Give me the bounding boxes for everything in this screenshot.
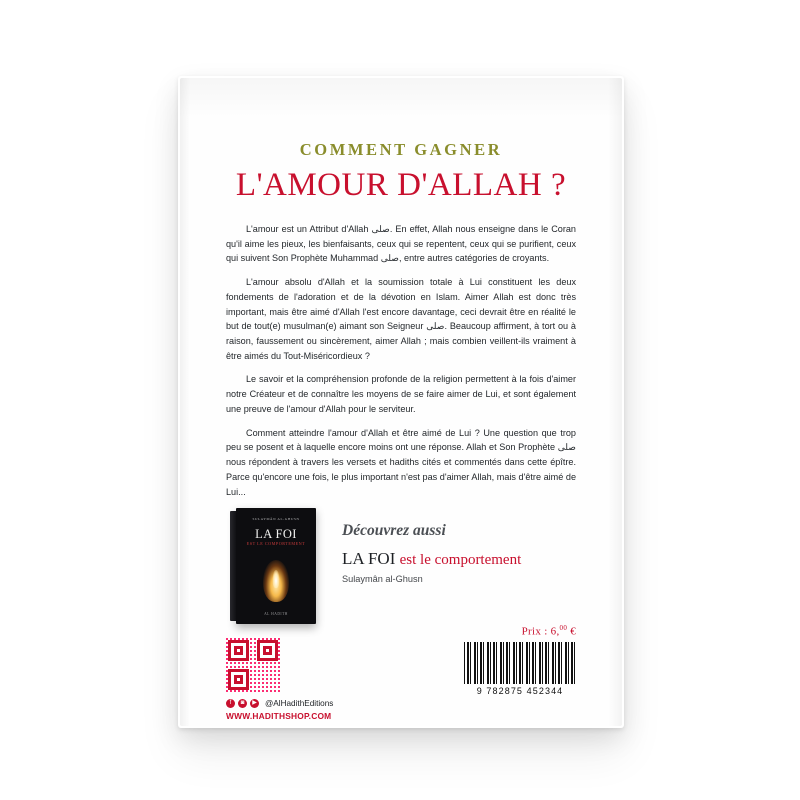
barcode-bars xyxy=(464,642,576,684)
promo-title xyxy=(342,549,572,569)
blurb-paragraph: L'amour absolu d'Allah et la soumission totale à Lui constituent les deux fondements de l'adoration et de la dévotion en Islam. Aimer Allah est donc très important, mais être aimé d'Allah l'est encore davantage, ceci devrait être en réalité le but de tout(e) musulman(e) aimant son Seigneur صلى. Beaucoup affirment, à tort ou à raison, faussement ou sincèrement, aimer Allah ; mais combien veillent-ils vraiment à être aimés du Tout-Miséricordieux ? xyxy=(226,277,576,361)
promo-author: Sulaymân al-Ghusn xyxy=(342,574,423,584)
qr-block xyxy=(226,638,376,721)
social-handle: @AlHadithEditions xyxy=(265,699,334,708)
promo-book-subtitle: EST LE COMPORTEMENT xyxy=(246,541,306,546)
qr-eye-bottom-left xyxy=(228,669,249,690)
promo-book-author-top: SULAYMÂN AL-GHUSN xyxy=(252,517,300,521)
facebook-icon[interactable]: f xyxy=(226,699,235,708)
barcode-block xyxy=(464,642,576,696)
promo-title-dark: LA FOI xyxy=(342,549,396,568)
blurb-paragraph: Le savoir et la compréhension profonde de la religion permettent à la fois d'aimer notre Créateur et de connaître les moyens de se faire aimer de Lui, et sont également une preuve de l'amour d'Allah pour le serviteur. xyxy=(226,374,576,414)
price-amount: 6, xyxy=(550,625,560,638)
price-label xyxy=(522,624,576,638)
promo-book-title: LA FOI xyxy=(255,527,297,541)
social-row xyxy=(226,699,376,708)
barcode-number: 9 782875 452344 xyxy=(476,686,564,696)
blurb-paragraph: L'amour est un Attribut d'Allah صلى. En effet, Allah nous enseigne dans le Coran qu'il aime les pieux, les bienfaisants, ceux qui se repentent, ceux qui se purifient, ceux qui suivent Son Prophète Muhammad صلى, entre autres catégories de croyants. xyxy=(226,224,576,264)
cover-blurb xyxy=(226,222,576,499)
promo-book-front xyxy=(236,508,316,624)
promo-block xyxy=(226,508,576,618)
book-back-cover xyxy=(180,78,622,726)
promo-text xyxy=(342,522,572,584)
website-prefix: WWW. xyxy=(226,711,253,721)
price-cents: 00 xyxy=(559,624,568,632)
instagram-icon[interactable]: ◙ xyxy=(238,699,247,708)
promo-book-thumbnail[interactable] xyxy=(230,508,322,624)
youtube-icon[interactable]: ▶ xyxy=(250,699,259,708)
flame-core-icon xyxy=(273,570,280,588)
price-prefix: Prix : xyxy=(521,625,548,638)
cover-title: L'AMOUR D'ALLAH ? xyxy=(235,167,567,203)
website-url[interactable] xyxy=(226,711,376,721)
price-currency: € xyxy=(570,625,576,638)
blurb-paragraph: Comment atteindre l'amour d'Allah et être aimé de Lui ? Une question que trop peu se posent et à laquelle encore moins ont une réponse. Allah et Son Prophète صلى nous répondent à travers les versets et hadiths cités et commentés dans cette épître. Parce qu'encore une fois, le plus important n'est pas d'aimer Allah, mais d'être aimé de Lui... xyxy=(226,427,576,497)
qr-code[interactable] xyxy=(226,638,280,692)
website-domain: HADITHSHOP.COM xyxy=(252,711,332,721)
promo-kicker: Découvrez aussi xyxy=(342,522,446,539)
promo-title-red: est le comportement xyxy=(399,552,522,568)
cover-kicker: COMMENT GAGNER xyxy=(299,140,503,159)
promo-book-publisher: AL HADITH xyxy=(264,612,288,616)
